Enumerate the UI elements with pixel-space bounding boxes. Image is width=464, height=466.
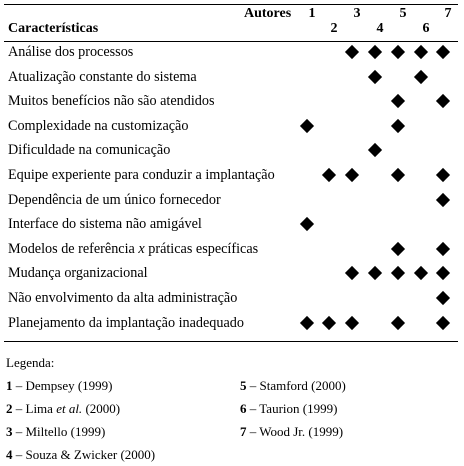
author-number-1: 1 — [308, 6, 316, 21]
row-label: Não envolvimento da alta administração — [8, 290, 238, 306]
diamond-mark-author-7 — [436, 193, 450, 207]
characteristics-heading: Características — [8, 21, 99, 36]
diamond-mark-author-3 — [345, 168, 359, 182]
diamond-mark-author-4 — [368, 266, 382, 280]
table-row — [4, 67, 458, 91]
legend-item: 6 – Taurion (1999) — [240, 401, 338, 416]
legend-title: Legenda: — [6, 355, 55, 370]
legend-item: 2 – Lima et al. (2000) — [6, 401, 121, 416]
diamond-mark-author-3 — [345, 45, 359, 59]
author-number-6: 6 — [422, 21, 430, 36]
table-row — [4, 190, 458, 214]
diamond-mark-author-6 — [414, 45, 428, 59]
row-label: Atualização constante do sistema — [8, 68, 197, 85]
diamond-mark-author-7 — [436, 45, 450, 59]
diamond-mark-author-2 — [322, 168, 336, 182]
diamond-mark-author-5 — [391, 242, 405, 256]
table-row — [4, 288, 458, 312]
diamond-mark-author-1 — [300, 217, 314, 231]
diamond-mark-author-6 — [414, 70, 428, 84]
row-label: Análise dos processos — [8, 44, 134, 60]
authors-heading: Autores — [244, 6, 292, 21]
row-label: Dependência de um único fornecedor — [8, 191, 221, 208]
legend-item: 1 – Dempsey (1999) — [6, 378, 113, 393]
diamond-mark-author-3 — [345, 316, 359, 330]
diamond-mark-author-3 — [345, 266, 359, 280]
author-number-7: 7 — [444, 6, 452, 21]
diamond-mark-author-5 — [391, 266, 405, 280]
diamond-mark-author-7 — [436, 266, 450, 280]
row-label: Complexidade na customização — [8, 117, 189, 134]
diamond-mark-author-4 — [368, 143, 382, 157]
diamond-mark-author-6 — [414, 266, 428, 280]
legend-item: 4 – Souza & Zwicker (2000) — [6, 447, 156, 462]
row-label: Equipe experiente para conduzir a implantação — [8, 167, 275, 183]
table-bottom-rule — [4, 341, 458, 342]
diamond-mark-author-5 — [391, 45, 405, 59]
table-row — [4, 42, 458, 66]
diamond-mark-author-5 — [391, 119, 405, 133]
row-label: Interface do sistema não amigável — [8, 216, 202, 233]
table-row — [4, 214, 458, 238]
diamond-mark-author-4 — [368, 45, 382, 59]
diamond-mark-author-5 — [391, 168, 405, 182]
diamond-mark-author-7 — [436, 168, 450, 182]
legend-item: 7 – Wood Jr. (1999) — [240, 424, 344, 439]
author-number-3: 3 — [353, 6, 361, 21]
row-label: Muitos benefícios não são atendidos — [8, 93, 215, 110]
author-number-2: 2 — [330, 21, 338, 36]
diamond-mark-author-2 — [322, 316, 336, 330]
legend-item: 5 – Stamford (2000) — [240, 378, 346, 393]
table-row — [4, 239, 458, 263]
row-label: Planejamento da implantação inadequado — [8, 314, 244, 331]
row-label: Mudança organizacional — [8, 265, 148, 282]
table-row — [4, 91, 458, 115]
diamond-mark-author-5 — [391, 94, 405, 108]
diamond-mark-author-7 — [436, 316, 450, 330]
table-top-rule — [4, 4, 458, 5]
author-number-5: 5 — [399, 6, 407, 21]
diamond-mark-author-7 — [436, 94, 450, 108]
diamond-mark-author-1 — [300, 316, 314, 330]
diamond-mark-author-1 — [300, 119, 314, 133]
diamond-mark-author-7 — [436, 242, 450, 256]
row-label: Modelos de referência x práticas específicas — [8, 240, 259, 257]
table-row — [4, 140, 458, 164]
diamond-mark-author-4 — [368, 70, 382, 84]
diamond-mark-author-7 — [436, 291, 450, 305]
table-row — [4, 263, 458, 287]
diamond-mark-author-5 — [391, 316, 405, 330]
table-row — [4, 165, 458, 189]
row-label: Dificuldade na comunicação — [8, 142, 171, 159]
author-number-4: 4 — [376, 21, 384, 36]
legend-item: 3 – Miltello (1999) — [6, 424, 106, 439]
table-row — [4, 116, 458, 140]
table-row — [4, 313, 458, 337]
